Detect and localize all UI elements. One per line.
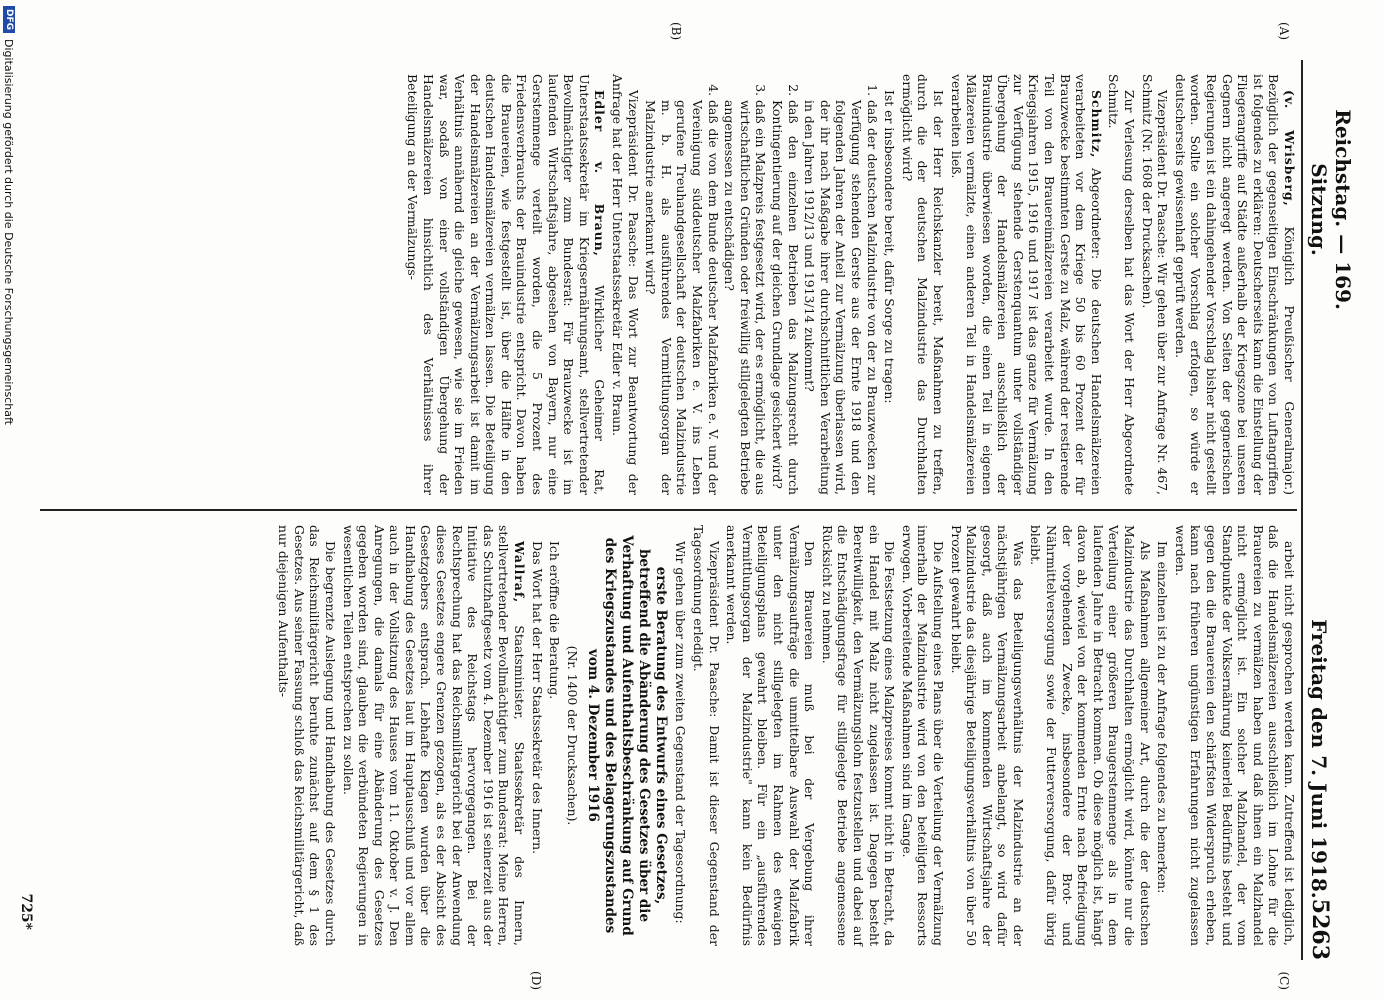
paragraph: Im einzelnen ist zu der Anfrage folgendes zu bemerken:	[1155, 541, 1171, 894]
paragraph: arbeit nicht gesprochen werden kann. Zutreffend ist lediglich, daß die Handelsmälzereien ausschließlich im Lohne für die Brauereien zu vermälzen haben und daß ihnen ein Malzhandel nicht ermöglicht ist. Ein solcher Malzhandel, der vom Standpunkte der Volksernährung keinerlei Bedürfnis besteht und gegen den die Brauereien den schärfsten Widerspruch erheben, kann nach früheren ungünstigen Erfahrungen nicht zugelassen werden.	[1172, 525, 1297, 946]
list-item: 4. daß die von dem Bunde deutscher Malzfabriken e. V. und der Vereinigung süddeutscher Malzfabriken e. V. ins Leben gerufene Treuhandgesellschaft der deutschen Malzindustrie m. b. H. als ausführendes Vermittlungsorgan der Malzindustrie anerkannt wird?	[643, 100, 721, 495]
paragraph: Ist der Herr Reichskanzler bereit, Maßnahmen zu treffen, durch die der deutschen Malzindustrie das Durchhalten ermöglicht wird?	[899, 74, 946, 495]
page-number: 5263	[1307, 898, 1333, 960]
paragraph: Was das Beteiligungsverhältnis der Malzindustrie an der nächstjährigen Vermälzungsarbeit anbelangt, so wird dafür gesorgt, daß auch im kommenden Wirtschaftsjahre der Malzindustrie das diesjährige Beteiligungsverhältnis von über 50 Prozent gewahrt bleibt.	[948, 525, 1026, 946]
paragraph: Wirklicher Geheimer Rat, Unterstaatssekretär im Kriegsernährungsamt, stellvertretender Bevollmächtigter zum Bundesrat: Für Brauzwecke ist im laufenden Wirtschaftsjahre, abgesehen von Bayern, nur eine Gerstenmenge verteilt worden, die 5 Prozent des Friedensverbrauchs der Brauindustrie entspricht. Davon haben die Brauereien, wie festgestellt ist, über die Hälfte in den deutschen Handelsmälzereien vermälzen lassen. Die Beteiligung der Handelsmälzereien an der Vermälzungsarbeit ist damit im Verhältnis annähernd die gleiche gewesen, wie sie im Frieden war, sodaß von einer vollständigen Übergehung der Handelsmälzereien hinsichtlich des Verhältnisses ihrer Beteiligung an der Vermälzungs-	[405, 74, 608, 495]
signature-mark: 725*	[18, 893, 34, 930]
paragraph: Königlich Preußischer Generalmajor.) Bezüglich der gegenseitigen Einschränkungen von Luftangriffen ist folgendes zu erklären: Deutscherseits kann die Einstellung der Fliegerangriffe auf Städte außerhalb der Kriegszone bei unseren Gegnern nicht angeregt werden. Von Seiten der gegnerischen Regierungen ist ein dahingehender Vorschlag bisher nicht gestellt worden. Sollte ein solcher Vorschlag erfolgen, so würde er deutscherseits gewissenhaft geprüft werden.	[1172, 74, 1297, 495]
text-columns	[40, 60, 1297, 960]
margin-letter-c: (C)	[1277, 971, 1291, 990]
paragraph: Ich eröffne die Beratung.	[547, 541, 563, 700]
list-item: 1. daß der deutschen Malzindustrie von der zu Brauzwecken zur Verfügung stehenden Gerste aus der Ernte 1918 und den folgenden Jahren der Anteil zur Vermälzung überlassen wird, der ihr nach Maßgabe ihrer durchschnittlichen Verarbeitung in den Jahren 1912/13 und 1913/14 zukommt?	[802, 100, 880, 495]
margin-letter-a: (A)	[1277, 22, 1291, 41]
dfg-logo: DFG	[3, 6, 15, 33]
paragraph: Wir gehen über zum zweiten Gegenstand der Tagesordnung:	[673, 541, 689, 924]
header-title-right: Freitag den 7. Juni 1918.	[1307, 619, 1331, 899]
margin-letter-d: (D)	[529, 971, 543, 990]
right-column	[40, 511, 1297, 960]
paragraph: Zur Verlesung derselben hat das Wort der Herr Abgeordnete Schmitz.	[1106, 74, 1138, 495]
paragraph: Vizepräsident Dr. Paasche: Das Wort zur Beantwortung der Anfrage hat der Herr Unterstaatssekretär Edler v. Braun.	[610, 74, 641, 495]
credit-text: Digitalisierung gefördert durch die Deutsche Forschungsgemeinschaft	[2, 39, 16, 425]
paragraph: Die begrenzte Auslegung und Handhabung des Gesetzes durch das Reichsmilitärgericht beruhte zunächst auf dem § 1 des Gesetzes. Aus seiner Fassung schloß das Reichsmilitärgericht, daß nur diejenigen Aufenthalts-	[276, 525, 338, 946]
page-header	[1301, 60, 1355, 960]
digitization-credit	[0, 0, 18, 1000]
speaker-name: Edler v. Braun,	[592, 90, 608, 257]
agenda-item-title: erste Beratung des Entwurfs eines Gesetzes, betreffend die Abänderung des Gesetzes über die Verhaftung und Aufenthaltsbeschränkung auf Grund des Kriegszustandes und des Belagerungszustandes vom 4. Dezember 1916	[584, 535, 669, 936]
list-item: 2. daß den einzelnen Betrieben das Malzungsrecht durch Kontingentierung auf der gleichen Grundlage gesichert wird?	[769, 100, 800, 495]
list-item: 3. daß ein Malzpreis festgesetzt wird, der es ermöglicht, die aus wirtschaftlichen Gründen oder freiwillig stillgelegten Betriebe angemessen zu entschädigen?	[722, 100, 769, 495]
paragraph: Abgeordneter: Die deutschen Handelsmälzereien verarbeiteten vor dem Kriege 50 bis 60 Prozent der für Brauzwecke bestimmten Gerste zu Malz, während der restierende Teil von den Brauereimälzereien verarbeitet wurde. In den Kriegsjahren 1915, 1916 und 1917 ist das ganze für Vermälzung zur Verfügung stehende Gerstenquantum unter vollständiger Übergehung der Handelsmälzereien ausschließlich der Brauindustrie überwiesen worden, die einen Teil in eigenen Mälzereien vermälzte, einen anderen Teil in Handelsmälzereien verarbeiten ließ.	[948, 74, 1104, 495]
paragraph: (Nr. 1400 der Drucksachen).	[564, 645, 580, 826]
paragraph: Staatsminister, Staatssekretär des Innern, stellvertretender Bevollmächtigter zum Bundesrat: Meine Herren, das Schutzhaftgesetz vom 4. Dezember 1916 ist seinerzeit aus der Initiative des Reichstags hervorgegangen. Bei der Rechtsprechung hat das Reichsmilitärgericht bei der Anwendung dieses Gesetzes engere Grenzen gezogen, als es der Absicht des Gesetzgebers entsprach. Lebhafte Klagen wurden über die Handhabung des Gesetzes laut im Hauptausschuß und vor allem auch in der Vollsitzung des Hauses vom 11. Oktober v. J. Den Anregungen, die damals für eine Abänderung des Gesetzes gegeben worden sind, glauben die verbündeten Regierungen in wesentlichen Teilen entsprechen zu sollen.	[340, 525, 528, 946]
header-title-left: Reichstag. — 169. Sitzung.	[1307, 109, 1355, 310]
speaker-name: Wallraf,	[512, 541, 528, 604]
paragraph: Ist er insbesondere bereit, dafür Sorge zu tragen:	[882, 90, 898, 404]
paragraph: Das Wort hat der Herr Staatssekretär des Innern.	[529, 541, 545, 855]
paragraph: Den Brauereien muß bei der Vergebung ihrer Vermälzungsaufträge die unmittelbare Auswahl der Malzfabrik unter den nicht stillgelegten im Rahmen des etwaigen Beteiligungsplans gewahrt bleiben. Für ein „ausführendes Vermittlungsorgan der Malzindustrie" kann kein Bedürfnis anerkannt werden.	[724, 525, 818, 946]
paragraph: Die Festsetzung eines Malzpreises kommt nicht in Betracht, da ein Handel mit Malz nicht zugelassen ist. Dagegen besteht Bereitwilligkeit, den Vermälzungslohn festzustellen und dabei auf die Entschädigungsfrage für stillgelegte Betriebe angemessene Rücksicht zu nehmen.	[819, 525, 898, 946]
paragraph: Vizepräsident Dr. Paasche: Wir gehen über zur Anfrage Nr. 467, Schmitz (Nr. 1608 der Drucksachen).	[1139, 74, 1171, 495]
paragraph: Die Aufstellung eines Plans über die Verteilung der Vermälzung innerhalb der Malzindustrie wird von den beteiligten Ressorts erwogen. Vorbereitende Maßnahmen sind im Gange.	[899, 525, 946, 946]
question-list	[643, 74, 880, 495]
paragraph: Vizepräsident Dr. Paasche: Damit ist dieser Gegenstand der Tagesordnung erledigt.	[691, 525, 722, 946]
left-column	[40, 60, 1297, 509]
paragraph: Als Maßnahmen allgemeiner Art, durch die der deutschen Malzindustrie das Durchhalten ermöglicht wird, könnte nur die Verteilung einer größeren Braugerstenmenge als in dem laufenden Jahre in Betracht kommen. Ob diese möglich ist, hängt davon ab, wieviel von der kommenden Ernte nach Befriedigung der vorgehenden Zwecke, insbesondere der Brot- und Nährmittelversorgung sowie der Futterversorgung, dafür übrig bleibt.	[1028, 525, 1153, 946]
margin-letter-b: (B)	[669, 22, 683, 41]
speaker-name: Schmitz,	[1088, 90, 1104, 159]
speaker-name: (v. Wrisberg,	[1282, 90, 1297, 207]
